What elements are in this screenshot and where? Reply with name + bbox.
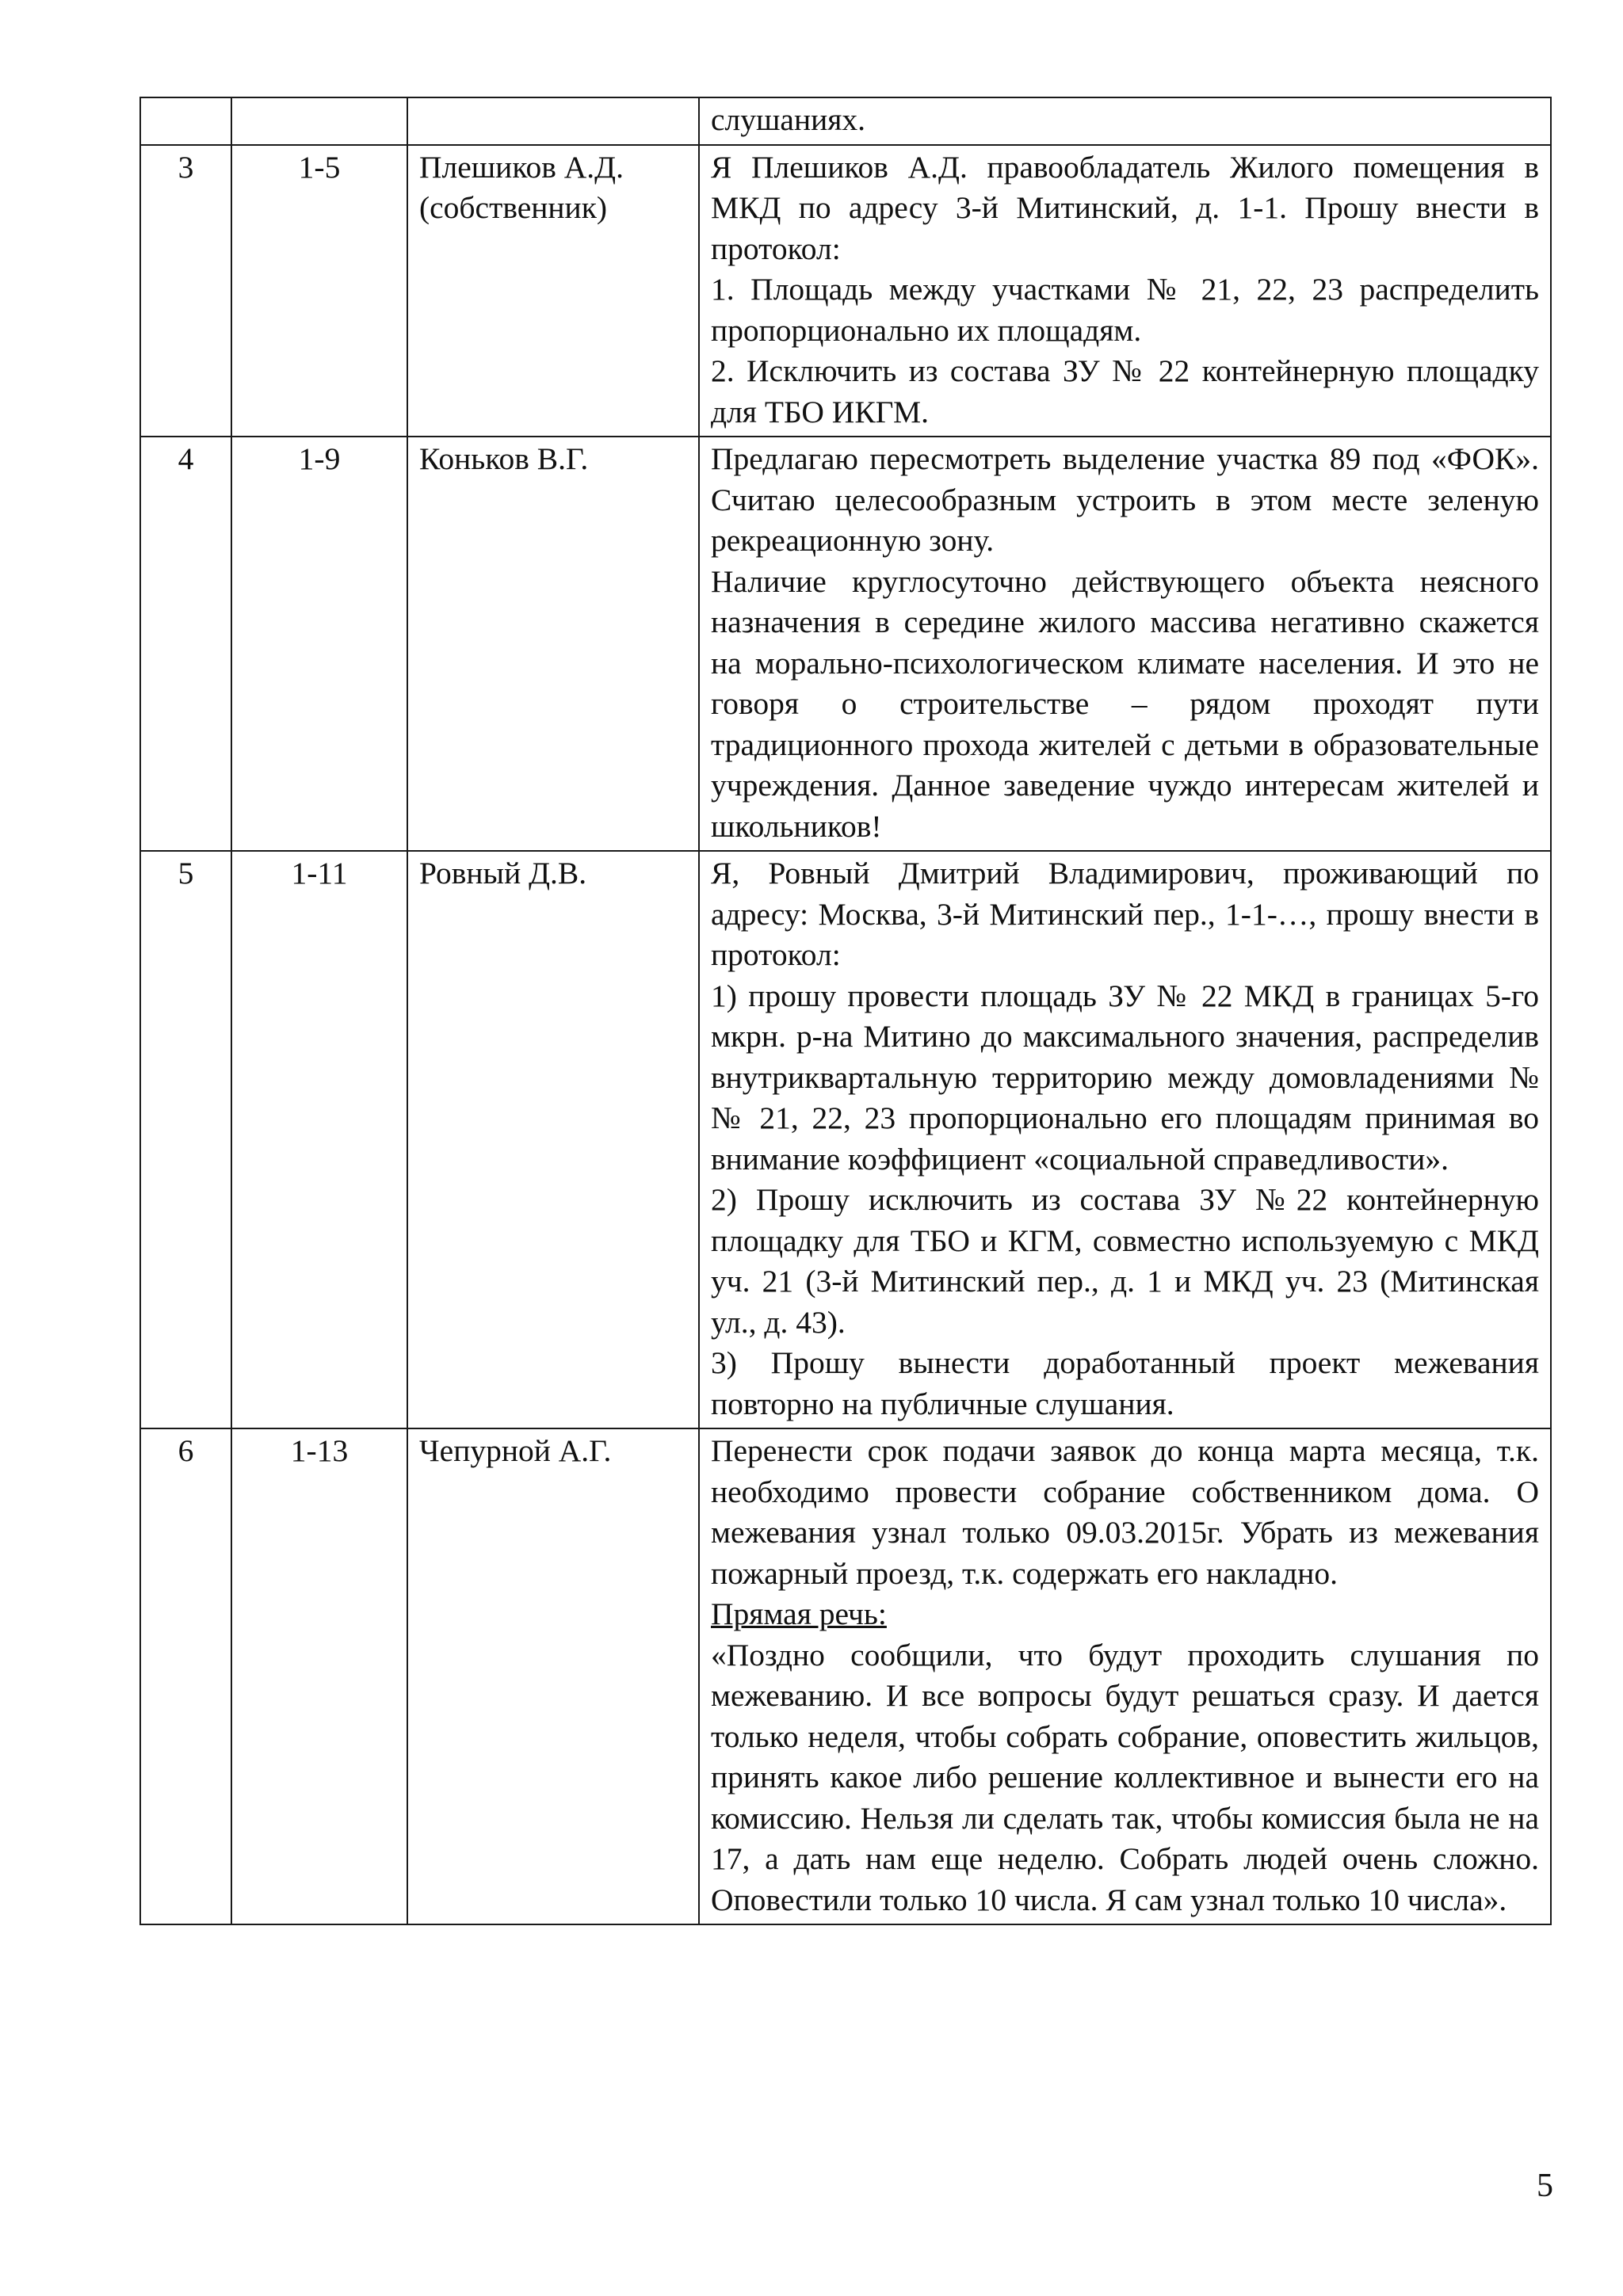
proposal-paragraph: слушаниях. bbox=[711, 102, 866, 137]
plot-number-cell: 1-13 bbox=[231, 1428, 407, 1924]
table-row bbox=[140, 851, 1551, 1428]
participant-name-cell bbox=[407, 97, 699, 145]
plot-number-cell: 1-11 bbox=[231, 851, 407, 1428]
participant-name-cell: Плешиков А.Д. (собственник) bbox=[407, 145, 699, 437]
proposal-text-cell bbox=[699, 851, 1551, 1428]
row-number-cell bbox=[140, 97, 231, 145]
participant-name-cell: Коньков В.Г. bbox=[407, 437, 699, 851]
proposal-paragraph: 2) Прошу исключить из состава ЗУ №22 контейнерную площадку для ТБО и КГМ, совместно используемую с МКД уч. 21 (3-й Митинский пер., д. 1 и МКД уч. 23 (Митинская ул., д. 43). bbox=[711, 1182, 1539, 1340]
row-number-cell: 4 bbox=[140, 437, 231, 851]
proposal-paragraph: 3) Прошу вынести доработанный проект межевания повторно на публичные слушания. bbox=[711, 1345, 1539, 1421]
table-row bbox=[140, 437, 1551, 851]
plot-number-cell: 1-5 bbox=[231, 145, 407, 437]
plot-number-cell: 1-9 bbox=[231, 437, 407, 851]
proposal-paragraph: Я, Ровный Дмитрий Владимирович, проживающий по адресу: Москва, 3-й Митинский пер., 1-1-…, прошу внести в протокол: bbox=[711, 856, 1539, 972]
row-number-cell: 5 bbox=[140, 851, 231, 1428]
proposal-paragraph: Я Плешиков А.Д. правообладатель Жилого помещения в МКД по адресу 3-й Митинский, д. 1-1. Прошу внести в протокол: bbox=[711, 149, 1539, 266]
proposal-text-cell bbox=[699, 97, 1551, 145]
proposal-paragraph: 2. Исключить из состава ЗУ № 22 контейнерную площадку для ТБО ИКГМ. bbox=[711, 353, 1539, 429]
plot-number-cell bbox=[231, 97, 407, 145]
participant-name-cell: Чепурной А.Г. bbox=[407, 1428, 699, 1924]
hearing-comments-table bbox=[139, 97, 1552, 1925]
proposal-paragraph: 1. Площадь между участками № 21, 22, 23 распределить пропорционально их площадям. bbox=[711, 272, 1539, 348]
table-row bbox=[140, 1428, 1551, 1924]
proposal-text-cell bbox=[699, 437, 1551, 851]
proposal-paragraph: «Поздно сообщили, что будут проходить слушания по межеванию. И все вопросы будут решаться сразу. И дается только неделя, чтобы собрать собрание, оповестить жильцов, принять какое либо решение коллективное и вынести его на комиссию. Нельзя ли сделать так, чтобы комиссия была не на 17, а дать нам еще неделю. Собрать людей очень сложно. Оповестили только 10 числа. Я сам узнал только 10 числа». bbox=[711, 1637, 1539, 1917]
proposal-paragraph: Предлагаю пересмотреть выделение участка 89 под «ФОК». Считаю целесообразным устроить в этом месте зеленую рекреационную зону. bbox=[711, 441, 1539, 558]
table-body bbox=[140, 97, 1551, 1924]
page-number: 5 bbox=[1537, 2168, 1553, 2204]
proposal-paragraph: Прямая речь: bbox=[711, 1596, 887, 1631]
proposal-text-cell bbox=[699, 1428, 1551, 1924]
table-row bbox=[140, 97, 1551, 145]
proposal-text-cell bbox=[699, 145, 1551, 437]
table-row bbox=[140, 145, 1551, 437]
participant-name-cell: Ровный Д.В. bbox=[407, 851, 699, 1428]
proposal-paragraph: Наличие круглосуточно действующего объекта неясного назначения в середине жилого массива негативно скажется на морально-психологическом климате населения. И это не говоря о строительстве – рядом проходят пути традиционного прохода жителей с детьми в образовательные учреждения. Данное заведение чуждо интересам жителей и школьников! bbox=[711, 563, 1539, 844]
row-number-cell: 6 bbox=[140, 1428, 231, 1924]
proposal-paragraph: Перенести срок подачи заявок до конца марта месяца, т.к. необходимо провести собрание собственником дома. О межевания узнал только 09.03.2015г. Убрать из межевания пожарный проезд, т.к. содержать его накладно. bbox=[711, 1433, 1539, 1591]
proposal-paragraph: 1) прошу провести площадь ЗУ № 22 МКД в границах 5-го мкрн. р-на Митино до максимального значения, распределив внутриквартальную территорию между домовладениями №№ 21, 22, 23 пропорционально его площадям принимая во внимание коэффициент «социальной справедливости». bbox=[711, 978, 1539, 1177]
row-number-cell: 3 bbox=[140, 145, 231, 437]
